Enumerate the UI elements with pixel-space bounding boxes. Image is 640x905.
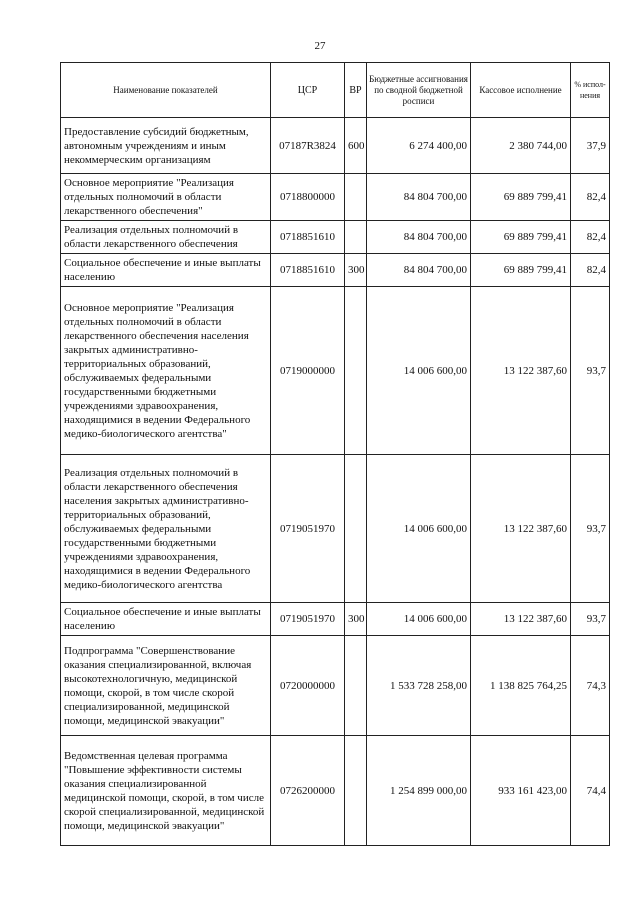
header-cash: Кассовое исполнение: [471, 63, 571, 118]
table-row: [61, 455, 610, 603]
row-pct: 82,4: [571, 254, 610, 287]
row-name: Социальное обеспечение и иные выплаты населению: [61, 254, 271, 287]
row-vr: [345, 455, 367, 603]
row-name: Подпрограмма "Совершенствование оказания специализированной, включая высокотехнологичную, медицинской помощи, скорой, в том числе скорой специализированной, медицинской помощи, медицинской эвакуации": [61, 636, 271, 736]
table-row: [61, 254, 610, 287]
row-pct: 82,4: [571, 174, 610, 221]
row-name: Реализация отдельных полномочий в области лекарственного обеспечения: [61, 221, 271, 254]
row-pct: 82,4: [571, 221, 610, 254]
row-budget: 1 533 728 258,00: [367, 636, 471, 736]
row-name: Социальное обеспечение и иные выплаты населению: [61, 603, 271, 636]
page-number: 27: [314, 40, 326, 52]
row-vr: [345, 636, 367, 736]
row-name: Предоставление субсидий бюджетным, автономным учреждениям и иным некоммерческим организациям: [61, 118, 271, 174]
row-csr: 0718851610: [271, 254, 345, 287]
row-vr: [345, 736, 367, 846]
row-name: Основное мероприятие "Реализация отдельных полномочий в области лекарственного обеспечения": [61, 174, 271, 221]
row-vr: 300: [345, 603, 367, 636]
header-vr: ВР: [345, 63, 367, 118]
row-pct: 93,7: [571, 455, 610, 603]
row-cash: 69 889 799,41: [471, 221, 571, 254]
row-vr: [345, 221, 367, 254]
row-cash: 13 122 387,60: [471, 455, 571, 603]
row-name: Ведомственная целевая программа "Повышение эффективности системы оказания специализированной медицинской помощи, скорой, в том числе скорой специализированной, медицинской помощи, медицинской эвакуации": [61, 736, 271, 846]
row-budget: 1 254 899 000,00: [367, 736, 471, 846]
row-vr: [345, 287, 367, 455]
row-budget: 14 006 600,00: [367, 603, 471, 636]
row-csr: 0719051970: [271, 603, 345, 636]
row-budget: 14 006 600,00: [367, 287, 471, 455]
row-name: Основное мероприятие "Реализация отдельных полномочий в области лекарственного обеспечения населения закрытых административно-территориальных образований, обслуживаемых федеральными государственными бюджетными учреждениями здравоохранения, находящимися в ведении Федерального медико-биологического агентства": [61, 287, 271, 455]
row-csr: 0719051970: [271, 455, 345, 603]
budget-execution-table: [60, 62, 610, 846]
table-row: [61, 736, 610, 846]
header-csr: ЦСР: [271, 63, 345, 118]
table-row: [61, 287, 610, 455]
row-budget: 84 804 700,00: [367, 174, 471, 221]
row-csr: 0719000000: [271, 287, 345, 455]
row-cash: 13 122 387,60: [471, 287, 571, 455]
table-row: [61, 174, 610, 221]
table-row: [61, 118, 610, 174]
row-cash: 13 122 387,60: [471, 603, 571, 636]
row-vr: [345, 174, 367, 221]
row-csr: 07187R3824: [271, 118, 345, 174]
row-csr: 0726200000: [271, 736, 345, 846]
row-pct: 74,3: [571, 636, 610, 736]
row-cash: 2 380 744,00: [471, 118, 571, 174]
row-pct: 93,7: [571, 287, 610, 455]
row-vr: 600: [345, 118, 367, 174]
header-name: Наименование показателей: [61, 63, 271, 118]
header-budget: Бюджетные ассигнования по сводной бюджетной росписи: [367, 63, 471, 118]
row-csr: 0720000000: [271, 636, 345, 736]
row-cash: 69 889 799,41: [471, 254, 571, 287]
table-header-row: [61, 63, 610, 118]
row-vr: 300: [345, 254, 367, 287]
table-row: [61, 221, 610, 254]
row-budget: 6 274 400,00: [367, 118, 471, 174]
row-budget: 14 006 600,00: [367, 455, 471, 603]
row-cash: 933 161 423,00: [471, 736, 571, 846]
row-csr: 0718851610: [271, 221, 345, 254]
row-budget: 84 804 700,00: [367, 221, 471, 254]
row-pct: 74,4: [571, 736, 610, 846]
row-budget: 84 804 700,00: [367, 254, 471, 287]
header-pct: % испол-нения: [571, 63, 610, 118]
row-name: Реализация отдельных полномочий в области лекарственного обеспечения населения закрытых административно-территориальных образований, обслуживаемых федеральными государственными бюджетными учреждениями здравоохранения, находящимися в ведении Федерального медико-биологического агентства: [61, 455, 271, 603]
row-cash: 1 138 825 764,25: [471, 636, 571, 736]
row-pct: 37,9: [571, 118, 610, 174]
table-row: [61, 603, 610, 636]
row-pct: 93,7: [571, 603, 610, 636]
row-cash: 69 889 799,41: [471, 174, 571, 221]
row-csr: 0718800000: [271, 174, 345, 221]
table-row: [61, 636, 610, 736]
